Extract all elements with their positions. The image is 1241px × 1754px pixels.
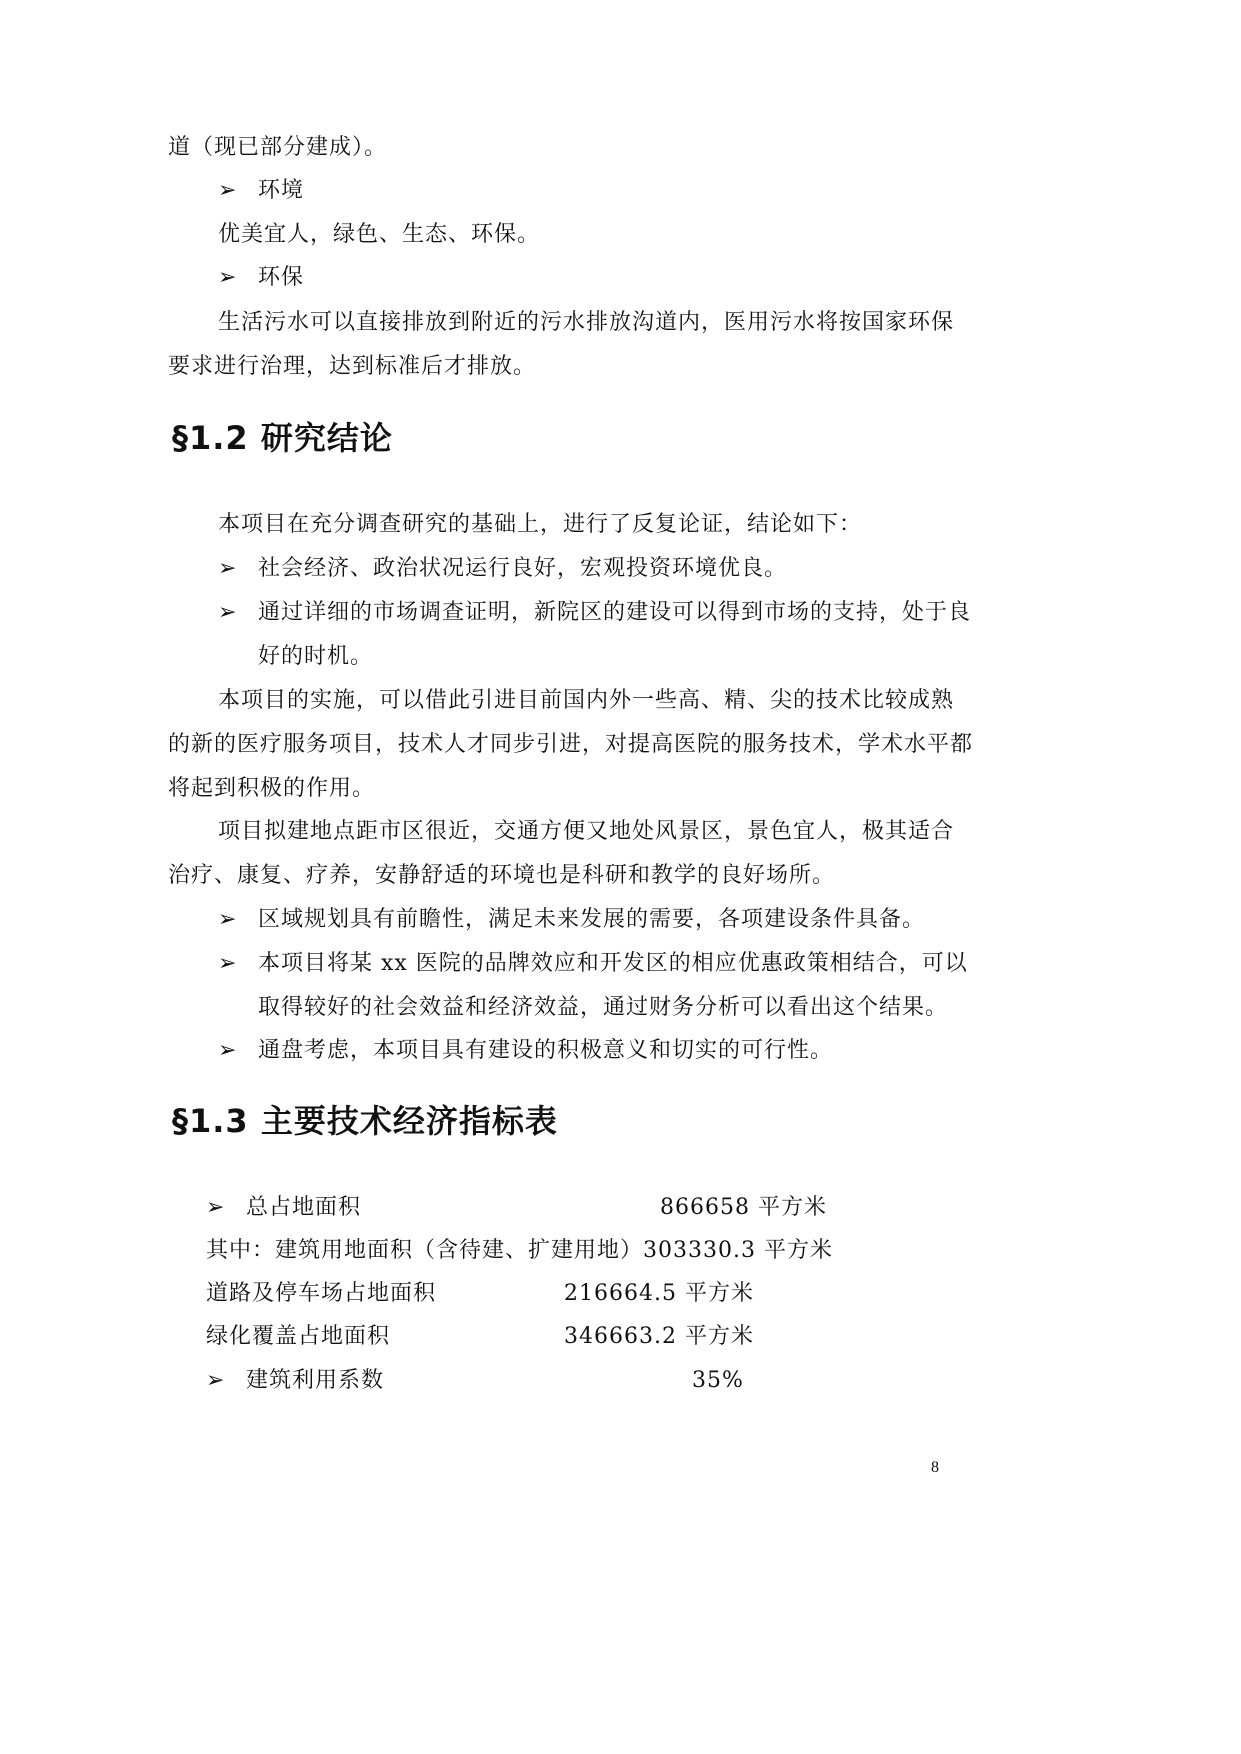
bullet-arrow-icon: ➢ (218, 1038, 237, 1063)
s12-bullet-2-line-1: 通过详细的市场调查证明，新院区的建设可以得到市场的支持，处于良 (258, 600, 972, 625)
s12-bullet-4-line-2: 取得较好的社会效益和经济效益，通过财务分析可以看出这个结果。 (258, 995, 949, 1020)
s12-bullet-5: 通盘考虑，本项目具有建设的积极意义和切实的可行性。 (258, 1038, 834, 1063)
indicator-road-area-value: 216664.5 平方米 (564, 1281, 754, 1306)
indicator-total-area-label: 总占地面积 (246, 1195, 362, 1220)
env-title: 环境 (258, 178, 305, 203)
indicator-road-area-label: 道路及停车场占地面积 (206, 1281, 437, 1306)
bullet-arrow-icon: ➢ (218, 556, 237, 581)
s12-paragraph-2-line-1: 项目拟建地点距市区很近，交通方便又地处风景区，景色宜人，极其适合 (218, 819, 955, 844)
bullet-arrow-icon: ➢ (218, 951, 237, 976)
s12-bullet-2-line-2: 好的时机。 (258, 644, 374, 669)
bullet-arrow-icon: ➢ (206, 1195, 225, 1220)
s12-bullet-4-line-1: 本项目将某 xx 医院的品牌效应和开发区的相应优惠政策相结合，可以 (258, 951, 968, 976)
continued-line: 道（现已部分建成）。 (168, 135, 388, 160)
s12-intro: 本项目在充分调查研究的基础上，进行了反复论证，结论如下： (218, 512, 863, 537)
indicator-utilization-label: 建筑利用系数 (246, 1368, 385, 1393)
indicator-green-area-value: 346663.2 平方米 (564, 1324, 754, 1349)
bullet-arrow-icon: ➢ (218, 600, 237, 625)
s12-paragraph-1-line-2: 的新的医疗服务项目，技术人才同步引进，对提高医院的服务技术，学术水平都 (168, 732, 974, 757)
section-heading-1-2: §1.2 研究结论 (172, 419, 393, 457)
indicator-building-area: 其中：建筑用地面积（含待建、扩建用地）303330.3 平方米 (206, 1238, 833, 1263)
s12-paragraph-1-line-1: 本项目的实施，可以借此引进目前国内外一些高、精、尖的技术比较成熟 (218, 688, 955, 713)
indicator-total-area-value: 866658 平方米 (660, 1195, 827, 1220)
s12-paragraph-2-line-2: 治疗、康复、疗养，安静舒适的环境也是科研和教学的良好场所。 (168, 863, 836, 888)
s12-paragraph-1-line-3: 将起到积极的作用。 (168, 776, 376, 801)
eco-title: 环保 (258, 265, 305, 290)
section-heading-1-3: §1.3 主要技术经济指标表 (172, 1102, 558, 1140)
indicator-utilization-value: 35% (692, 1368, 744, 1393)
bullet-arrow-icon: ➢ (218, 907, 237, 932)
page-number: 8 (931, 1459, 939, 1476)
bullet-arrow-icon: ➢ (218, 265, 237, 290)
s12-bullet-1: 社会经济、政治状况运行良好，宏观投资环境优良。 (258, 556, 788, 581)
eco-paragraph-line-1: 生活污水可以直接排放到附近的污水排放沟道内，医用污水将按国家环保 (218, 310, 955, 335)
indicator-green-area-label: 绿化覆盖占地面积 (206, 1324, 391, 1349)
bullet-arrow-icon: ➢ (206, 1368, 225, 1393)
bullet-arrow-icon: ➢ (218, 178, 237, 203)
s12-bullet-3: 区域规划具有前瞻性，满足未来发展的需要，各项建设条件具备。 (258, 907, 926, 932)
eco-paragraph-line-2: 要求进行治理，达到标准后才排放。 (168, 354, 537, 379)
env-text: 优美宜人，绿色、生态、环保。 (218, 222, 541, 247)
